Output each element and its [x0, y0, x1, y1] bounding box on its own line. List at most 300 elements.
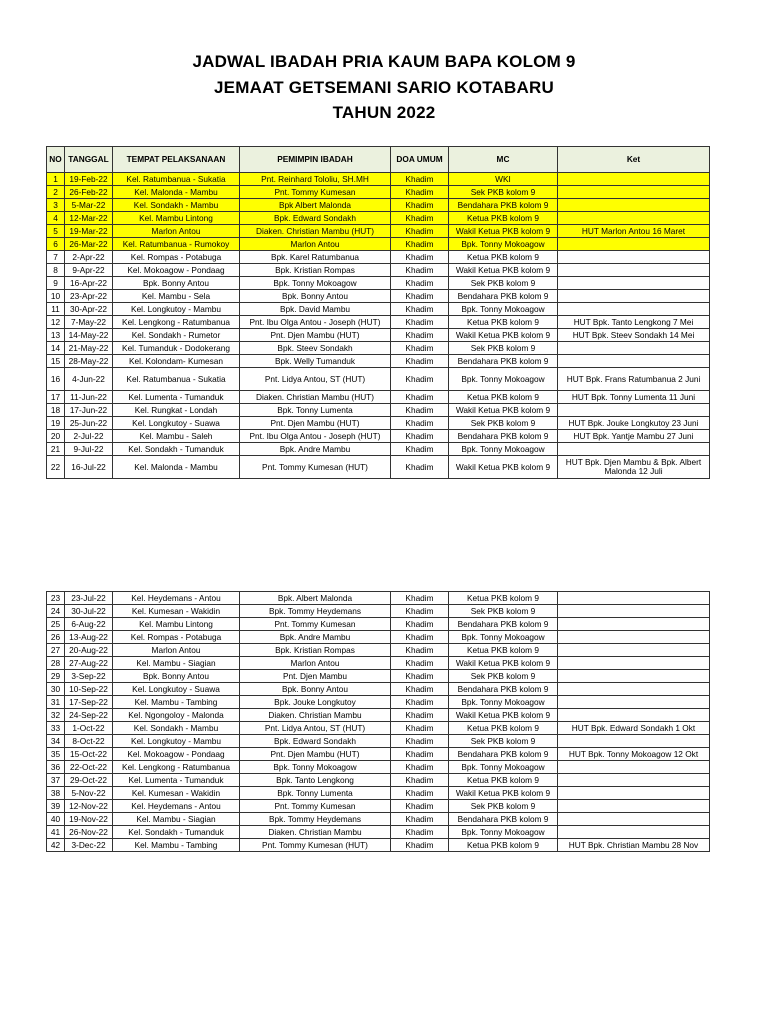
cell-ket: HUT Bpk. Djen Mambu & Bpk. Albert Malonda 12 Juli	[558, 456, 710, 479]
cell-mc: Bendahara PKB kolom 9	[449, 618, 558, 631]
cell-doa-umum: Khadim	[391, 264, 449, 277]
cell-doa-umum: Khadim	[391, 839, 449, 852]
cell-no: 41	[47, 826, 65, 839]
cell-mc: Sek PKB kolom 9	[449, 277, 558, 290]
cell-ket	[558, 290, 710, 303]
cell-no: 23	[47, 592, 65, 605]
cell-pemimpin: Bpk. Andre Mambu	[240, 443, 391, 456]
cell-mc: Wakil Ketua PKB kolom 9	[449, 404, 558, 417]
cell-mc: Bpk. Tonny Mokoagow	[449, 238, 558, 251]
cell-mc: Sek PKB kolom 9	[449, 342, 558, 355]
cell-tempat: Kel. Lengkong - Ratumbanua	[113, 316, 240, 329]
cell-tempat: Kel. Mokoagow - Pondaag	[113, 264, 240, 277]
cell-ket: HUT Bpk. Tonny Lumenta 11 Juni	[558, 391, 710, 404]
table-row	[47, 735, 710, 748]
cell-tempat: Marlon Antou	[113, 644, 240, 657]
cell-mc: Wakil Ketua PKB kolom 9	[449, 787, 558, 800]
cell-ket	[558, 592, 710, 605]
cell-doa-umum: Khadim	[391, 735, 449, 748]
cell-pemimpin: Marlon Antou	[240, 238, 391, 251]
cell-ket	[558, 355, 710, 368]
cell-no: 34	[47, 735, 65, 748]
cell-no: 32	[47, 709, 65, 722]
table-row	[47, 456, 710, 479]
cell-no: 19	[47, 417, 65, 430]
cell-doa-umum: Khadim	[391, 605, 449, 618]
cell-tanggal: 21-May-22	[65, 342, 113, 355]
cell-tempat: Kel. Heydemans - Antou	[113, 800, 240, 813]
cell-tempat: Kel. Kumesan - Wakidin	[113, 787, 240, 800]
table-row	[47, 709, 710, 722]
cell-pemimpin: Diaken. Christian Mambu (HUT)	[240, 391, 391, 404]
cell-no: 4	[47, 212, 65, 225]
cell-doa-umum: Khadim	[391, 813, 449, 826]
schedule-table-part-1	[46, 146, 710, 479]
cell-pemimpin: Bpk. Albert Malonda	[240, 592, 391, 605]
cell-mc: Wakil Ketua PKB kolom 9	[449, 225, 558, 238]
cell-no: 3	[47, 199, 65, 212]
cell-ket: HUT Bpk. Tonny Mokoagow 12 Okt	[558, 748, 710, 761]
cell-doa-umum: Khadim	[391, 290, 449, 303]
cell-mc: Bendahara PKB kolom 9	[449, 199, 558, 212]
cell-tanggal: 30-Apr-22	[65, 303, 113, 316]
cell-pemimpin: Bpk. Bonny Antou	[240, 683, 391, 696]
table-row	[47, 670, 710, 683]
cell-tempat: Kel. Ngongoloy - Malonda	[113, 709, 240, 722]
cell-doa-umum: Khadim	[391, 592, 449, 605]
cell-tanggal: 17-Sep-22	[65, 696, 113, 709]
cell-pemimpin: Pnt. Tommy Kumesan (HUT)	[240, 456, 391, 479]
cell-tanggal: 26-Feb-22	[65, 186, 113, 199]
cell-mc: Bpk. Tonny Mokoagow	[449, 761, 558, 774]
table-row	[47, 173, 710, 186]
cell-no: 37	[47, 774, 65, 787]
cell-ket	[558, 404, 710, 417]
cell-tanggal: 19-Nov-22	[65, 813, 113, 826]
table-row	[47, 787, 710, 800]
cell-tanggal: 9-Jul-22	[65, 443, 113, 456]
cell-doa-umum: Khadim	[391, 212, 449, 225]
cell-ket	[558, 670, 710, 683]
cell-ket	[558, 787, 710, 800]
cell-no: 39	[47, 800, 65, 813]
cell-ket: HUT Bpk. Christian Mambu 28 Nov	[558, 839, 710, 852]
cell-pemimpin: Bpk. Andre Mambu	[240, 631, 391, 644]
cell-mc: Sek PKB kolom 9	[449, 605, 558, 618]
table-row	[47, 618, 710, 631]
cell-ket	[558, 631, 710, 644]
cell-pemimpin: Diaken. Christian Mambu	[240, 826, 391, 839]
cell-no: 21	[47, 443, 65, 456]
table-row	[47, 264, 710, 277]
cell-mc: Ketua PKB kolom 9	[449, 592, 558, 605]
cell-doa-umum: Khadim	[391, 800, 449, 813]
cell-no: 12	[47, 316, 65, 329]
table-row	[47, 605, 710, 618]
cell-tanggal: 25-Jun-22	[65, 417, 113, 430]
cell-doa-umum: Khadim	[391, 618, 449, 631]
cell-tempat: Kel. Longkutoy - Mambu	[113, 735, 240, 748]
cell-no: 31	[47, 696, 65, 709]
cell-tempat: Kel. Mambu - Saleh	[113, 430, 240, 443]
document-title: JADWAL IBADAH PRIA KAUM BAPA KOLOM 9	[192, 52, 576, 71]
column-header-doa-umum: DOA UMUM	[391, 147, 449, 173]
table-row	[47, 225, 710, 238]
schedule-body-part-2	[47, 592, 710, 852]
cell-pemimpin: Bpk. Tonny Lumenta	[240, 787, 391, 800]
cell-tempat: Bpk. Bonny Antou	[113, 670, 240, 683]
cell-ket	[558, 761, 710, 774]
table-row	[47, 199, 710, 212]
table-row	[47, 592, 710, 605]
document-year: TAHUN 2022	[332, 103, 436, 122]
cell-tempat: Kel. Malonda - Mambu	[113, 186, 240, 199]
cell-no: 2	[47, 186, 65, 199]
cell-pemimpin: Pnt. Reinhard Tololiu, SH.MH	[240, 173, 391, 186]
cell-pemimpin: Bpk. Tonny Mokoagow	[240, 277, 391, 290]
cell-doa-umum: Khadim	[391, 657, 449, 670]
cell-pemimpin: Pnt. Tommy Kumesan	[240, 186, 391, 199]
cell-no: 14	[47, 342, 65, 355]
table-row	[47, 277, 710, 290]
cell-ket	[558, 605, 710, 618]
cell-pemimpin: Bpk. Jouke Longkutoy	[240, 696, 391, 709]
cell-tanggal: 16-Apr-22	[65, 277, 113, 290]
table-row	[47, 839, 710, 852]
cell-no: 26	[47, 631, 65, 644]
table-row	[47, 430, 710, 443]
cell-mc: Bendahara PKB kolom 9	[449, 748, 558, 761]
cell-doa-umum: Khadim	[391, 173, 449, 186]
cell-tempat: Kel. Malonda - Mambu	[113, 456, 240, 479]
table-row	[47, 404, 710, 417]
cell-no: 8	[47, 264, 65, 277]
cell-no: 35	[47, 748, 65, 761]
cell-tanggal: 19-Mar-22	[65, 225, 113, 238]
cell-mc: Ketua PKB kolom 9	[449, 644, 558, 657]
cell-ket	[558, 443, 710, 456]
cell-tanggal: 16-Jul-22	[65, 456, 113, 479]
cell-doa-umum: Khadim	[391, 748, 449, 761]
schedule-table-part-2	[46, 591, 710, 852]
cell-no: 1	[47, 173, 65, 186]
cell-no: 42	[47, 839, 65, 852]
table-row	[47, 329, 710, 342]
cell-tanggal: 2-Jul-22	[65, 430, 113, 443]
cell-tanggal: 12-Nov-22	[65, 800, 113, 813]
table-row	[47, 368, 710, 391]
cell-mc: Bpk. Tonny Mokoagow	[449, 368, 558, 391]
cell-mc: Sek PKB kolom 9	[449, 186, 558, 199]
cell-pemimpin: Pnt. Lidya Antou, ST (HUT)	[240, 368, 391, 391]
cell-mc: Bpk. Tonny Mokoagow	[449, 826, 558, 839]
cell-doa-umum: Khadim	[391, 277, 449, 290]
table-row	[47, 251, 710, 264]
cell-mc: Wakil Ketua PKB kolom 9	[449, 329, 558, 342]
cell-tempat: Kel. Mambu - Tambing	[113, 696, 240, 709]
cell-no: 20	[47, 430, 65, 443]
cell-mc: Sek PKB kolom 9	[449, 735, 558, 748]
table-row	[47, 290, 710, 303]
cell-doa-umum: Khadim	[391, 199, 449, 212]
cell-doa-umum: Khadim	[391, 631, 449, 644]
table-row	[47, 631, 710, 644]
cell-mc: Bpk. Tonny Mokoagow	[449, 631, 558, 644]
cell-mc: Ketua PKB kolom 9	[449, 316, 558, 329]
cell-mc: Bpk. Tonny Mokoagow	[449, 696, 558, 709]
cell-pemimpin: Bpk. Bonny Antou	[240, 290, 391, 303]
table-row	[47, 316, 710, 329]
cell-tempat: Kel. Mambu - Siagian	[113, 813, 240, 826]
cell-ket	[558, 212, 710, 225]
cell-tanggal: 12-Mar-22	[65, 212, 113, 225]
cell-ket	[558, 800, 710, 813]
cell-tempat: Kel. Mokoagow - Pondaag	[113, 748, 240, 761]
cell-tanggal: 30-Jul-22	[65, 605, 113, 618]
cell-doa-umum: Khadim	[391, 329, 449, 342]
table-row	[47, 186, 710, 199]
table-row	[47, 826, 710, 839]
cell-tempat: Kel. Mambu - Tambing	[113, 839, 240, 852]
cell-tanggal: 28-May-22	[65, 355, 113, 368]
table-header-row	[47, 147, 710, 173]
cell-no: 15	[47, 355, 65, 368]
cell-tanggal: 7-May-22	[65, 316, 113, 329]
cell-tempat: Kel. Ratumbanua - Sukatia	[113, 173, 240, 186]
cell-pemimpin: Bpk. David Mambu	[240, 303, 391, 316]
cell-ket	[558, 657, 710, 670]
cell-doa-umum: Khadim	[391, 303, 449, 316]
table-row	[47, 391, 710, 404]
table-row	[47, 644, 710, 657]
cell-ket	[558, 173, 710, 186]
cell-pemimpin: Bpk. Edward Sondakh	[240, 735, 391, 748]
cell-tanggal: 17-Jun-22	[65, 404, 113, 417]
cell-tanggal: 29-Oct-22	[65, 774, 113, 787]
cell-mc: Sek PKB kolom 9	[449, 417, 558, 430]
cell-mc: Sek PKB kolom 9	[449, 670, 558, 683]
cell-doa-umum: Khadim	[391, 391, 449, 404]
cell-pemimpin: Pnt. Djen Mambu (HUT)	[240, 329, 391, 342]
cell-tempat: Kel. Lumenta - Tumanduk	[113, 391, 240, 404]
cell-pemimpin: Bpk. Steev Sondakh	[240, 342, 391, 355]
cell-mc: WKI	[449, 173, 558, 186]
cell-tanggal: 19-Feb-22	[65, 173, 113, 186]
cell-doa-umum: Khadim	[391, 417, 449, 430]
cell-tempat: Kel. Mambu Lintong	[113, 618, 240, 631]
cell-doa-umum: Khadim	[391, 683, 449, 696]
table-row	[47, 696, 710, 709]
cell-pemimpin: Pnt. Lidya Antou, ST (HUT)	[240, 722, 391, 735]
cell-tanggal: 27-Aug-22	[65, 657, 113, 670]
cell-tanggal: 24-Sep-22	[65, 709, 113, 722]
cell-tanggal: 13-Aug-22	[65, 631, 113, 644]
cell-doa-umum: Khadim	[391, 251, 449, 264]
cell-tempat: Kel. Lengkong - Ratumbanua	[113, 761, 240, 774]
cell-ket	[558, 774, 710, 787]
cell-ket	[558, 342, 710, 355]
cell-no: 13	[47, 329, 65, 342]
cell-no: 22	[47, 456, 65, 479]
table-row	[47, 212, 710, 225]
cell-no: 28	[47, 657, 65, 670]
cell-no: 40	[47, 813, 65, 826]
cell-tanggal: 20-Aug-22	[65, 644, 113, 657]
cell-ket	[558, 251, 710, 264]
cell-no: 6	[47, 238, 65, 251]
cell-mc: Bendahara PKB kolom 9	[449, 813, 558, 826]
cell-pemimpin: Pnt. Tommy Kumesan	[240, 800, 391, 813]
cell-ket	[558, 264, 710, 277]
cell-tanggal: 3-Dec-22	[65, 839, 113, 852]
cell-doa-umum: Khadim	[391, 787, 449, 800]
cell-ket	[558, 277, 710, 290]
cell-mc: Wakil Ketua PKB kolom 9	[449, 456, 558, 479]
table-row	[47, 417, 710, 430]
cell-mc: Wakil Ketua PKB kolom 9	[449, 264, 558, 277]
table-row	[47, 657, 710, 670]
cell-doa-umum: Khadim	[391, 722, 449, 735]
table-row	[47, 800, 710, 813]
column-header-tempat: TEMPAT PELAKSANAAN	[113, 147, 240, 173]
cell-doa-umum: Khadim	[391, 761, 449, 774]
cell-tanggal: 10-Sep-22	[65, 683, 113, 696]
cell-pemimpin: Bpk. Kristian Rompas	[240, 644, 391, 657]
cell-no: 25	[47, 618, 65, 631]
cell-mc: Bpk. Tonny Mokoagow	[449, 443, 558, 456]
cell-pemimpin: Bpk. Welly Tumanduk	[240, 355, 391, 368]
cell-tempat: Kel. Mambu Lintong	[113, 212, 240, 225]
cell-tanggal: 8-Oct-22	[65, 735, 113, 748]
cell-tanggal: 1-Oct-22	[65, 722, 113, 735]
cell-tanggal: 26-Mar-22	[65, 238, 113, 251]
cell-pemimpin: Bpk. Tommy Heydemans	[240, 813, 391, 826]
cell-no: 16	[47, 368, 65, 391]
cell-pemimpin: Pnt. Tommy Kumesan	[240, 618, 391, 631]
cell-tempat: Kel. Longkutoy - Suawa	[113, 683, 240, 696]
cell-pemimpin: Bpk. Kristian Rompas	[240, 264, 391, 277]
cell-tanggal: 26-Nov-22	[65, 826, 113, 839]
column-header-no: NO	[47, 147, 65, 173]
cell-mc: Bpk. Tonny Mokoagow	[449, 303, 558, 316]
cell-tanggal: 5-Mar-22	[65, 199, 113, 212]
cell-pemimpin: Bpk. Tanto Lengkong	[240, 774, 391, 787]
cell-pemimpin: Pnt. Djen Mambu (HUT)	[240, 748, 391, 761]
cell-tanggal: 23-Apr-22	[65, 290, 113, 303]
cell-doa-umum: Khadim	[391, 238, 449, 251]
cell-ket	[558, 826, 710, 839]
cell-doa-umum: Khadim	[391, 342, 449, 355]
cell-no: 9	[47, 277, 65, 290]
cell-tempat: Kel. Mambu - Siagian	[113, 657, 240, 670]
table-row	[47, 683, 710, 696]
table-row	[47, 722, 710, 735]
cell-doa-umum: Khadim	[391, 368, 449, 391]
cell-doa-umum: Khadim	[391, 225, 449, 238]
cell-no: 29	[47, 670, 65, 683]
cell-tanggal: 5-Nov-22	[65, 787, 113, 800]
cell-tempat: Kel. Lumenta - Tumanduk	[113, 774, 240, 787]
cell-tempat: Kel. Heydemans - Antou	[113, 592, 240, 605]
cell-no: 7	[47, 251, 65, 264]
cell-pemimpin: Pnt. Djen Mambu	[240, 670, 391, 683]
cell-no: 38	[47, 787, 65, 800]
cell-ket: HUT Bpk. Tanto Lengkong 7 Mei	[558, 316, 710, 329]
cell-mc: Ketua PKB kolom 9	[449, 212, 558, 225]
cell-tempat: Kel. Sondakh - Mambu	[113, 199, 240, 212]
cell-no: 36	[47, 761, 65, 774]
cell-ket	[558, 238, 710, 251]
cell-ket: HUT Bpk. Edward Sondakh 1 Okt	[558, 722, 710, 735]
column-header-mc: MC	[449, 147, 558, 173]
cell-doa-umum: Khadim	[391, 316, 449, 329]
cell-ket	[558, 618, 710, 631]
document-subtitle: JEMAAT GETSEMANI SARIO KOTABARU	[214, 78, 554, 97]
cell-tempat: Kel. Ratumbanua - Sukatia	[113, 368, 240, 391]
cell-ket: HUT Bpk. Jouke Longkutoy 23 Juni	[558, 417, 710, 430]
cell-ket: HUT Bpk. Steev Sondakh 14 Mei	[558, 329, 710, 342]
column-header-pemimpin: PEMIMPIN IBADAH	[240, 147, 391, 173]
cell-mc: Wakil Ketua PKB kolom 9	[449, 657, 558, 670]
cell-doa-umum: Khadim	[391, 774, 449, 787]
cell-tanggal: 23-Jul-22	[65, 592, 113, 605]
cell-tempat: Kel. Kumesan - Wakidin	[113, 605, 240, 618]
cell-ket	[558, 813, 710, 826]
cell-doa-umum: Khadim	[391, 430, 449, 443]
cell-pemimpin: Bpk. Edward Sondakh	[240, 212, 391, 225]
cell-tanggal: 9-Apr-22	[65, 264, 113, 277]
cell-tempat: Kel. Mambu - Sela	[113, 290, 240, 303]
cell-doa-umum: Khadim	[391, 709, 449, 722]
cell-mc: Bendahara PKB kolom 9	[449, 290, 558, 303]
cell-doa-umum: Khadim	[391, 644, 449, 657]
cell-tempat: Kel. Rompas - Potabuga	[113, 631, 240, 644]
cell-doa-umum: Khadim	[391, 456, 449, 479]
cell-tempat: Kel. Sondakh - Tumanduk	[113, 826, 240, 839]
cell-no: 11	[47, 303, 65, 316]
cell-tempat: Kel. Tumanduk - Dodokerang	[113, 342, 240, 355]
cell-tempat: Kel. Rompas - Potabuga	[113, 251, 240, 264]
cell-tempat: Kel. Sondakh - Rumetor	[113, 329, 240, 342]
table-row	[47, 238, 710, 251]
cell-tempat: Bpk. Bonny Antou	[113, 277, 240, 290]
column-header-tanggal: TANGGAL	[65, 147, 113, 173]
cell-tanggal: 11-Jun-22	[65, 391, 113, 404]
cell-mc: Bendahara PKB kolom 9	[449, 430, 558, 443]
cell-no: 27	[47, 644, 65, 657]
cell-mc: Ketua PKB kolom 9	[449, 722, 558, 735]
cell-mc: Sek PKB kolom 9	[449, 800, 558, 813]
cell-pemimpin: Bpk. Tonny Mokoagow	[240, 761, 391, 774]
cell-mc: Ketua PKB kolom 9	[449, 251, 558, 264]
cell-doa-umum: Khadim	[391, 826, 449, 839]
table-row	[47, 774, 710, 787]
cell-ket	[558, 683, 710, 696]
table-row	[47, 813, 710, 826]
cell-pemimpin: Pnt. Ibu Olga Antou - Joseph (HUT)	[240, 316, 391, 329]
cell-pemimpin: Marlon Antou	[240, 657, 391, 670]
table-row	[47, 342, 710, 355]
cell-tanggal: 14-May-22	[65, 329, 113, 342]
cell-tanggal: 22-Oct-22	[65, 761, 113, 774]
cell-tempat: Kel. Longkutoy - Suawa	[113, 417, 240, 430]
cell-tanggal: 15-Oct-22	[65, 748, 113, 761]
cell-pemimpin: Pnt. Ibu Olga Antou - Joseph (HUT)	[240, 430, 391, 443]
cell-tanggal: 4-Jun-22	[65, 368, 113, 391]
cell-ket	[558, 709, 710, 722]
table-row	[47, 355, 710, 368]
cell-ket: HUT Marlon Antou 16 Maret	[558, 225, 710, 238]
